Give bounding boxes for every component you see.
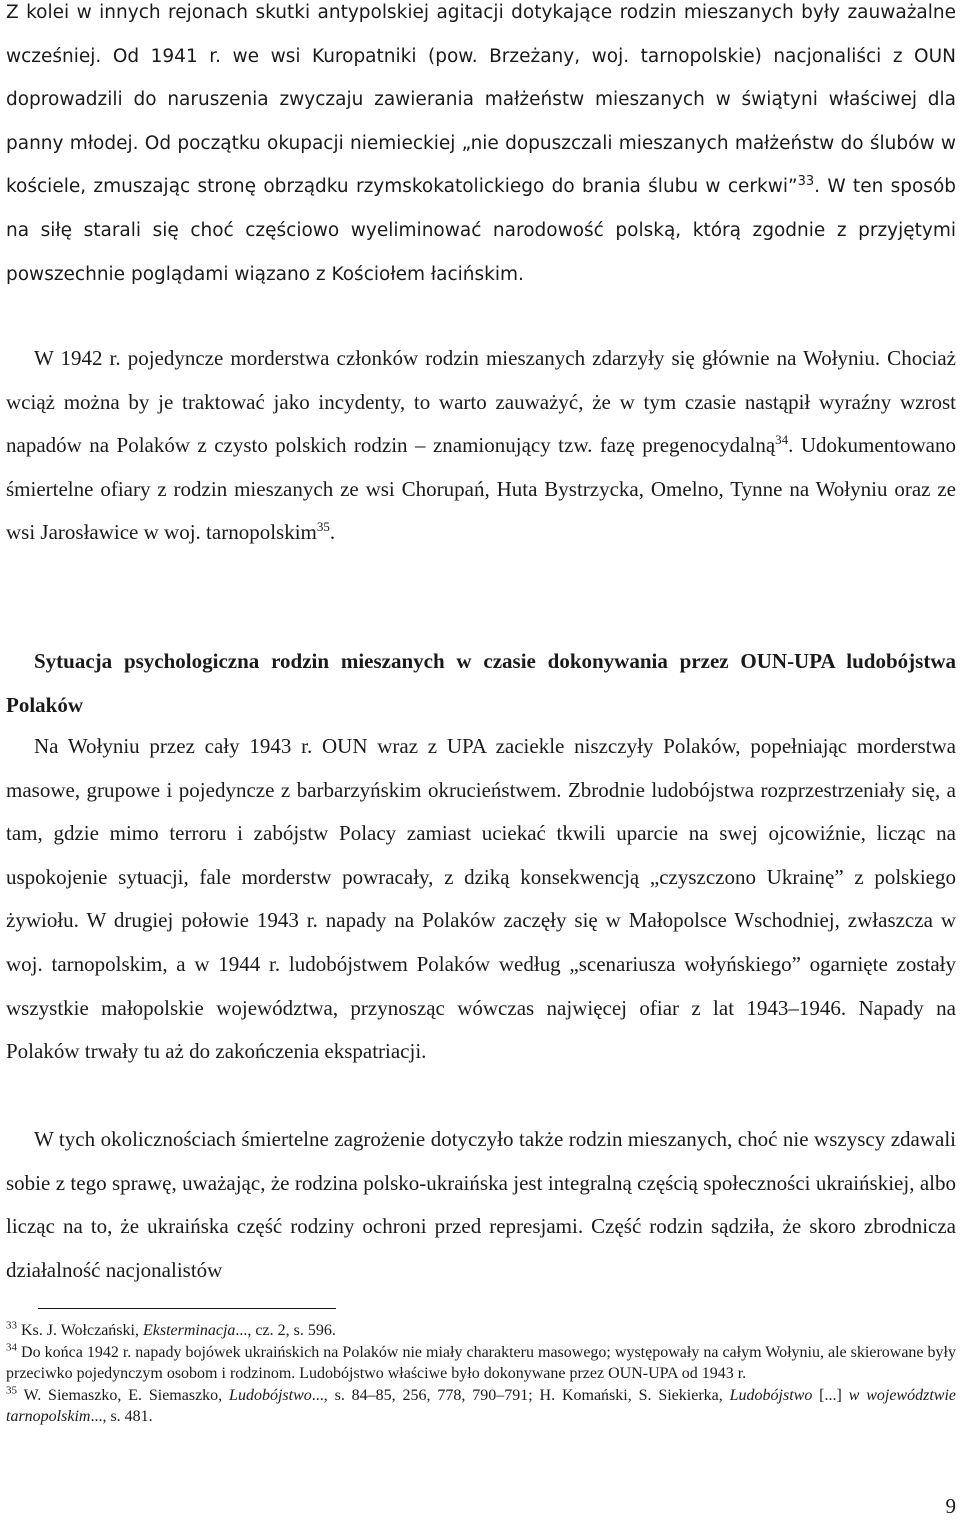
footnote-ref-33[interactable]: 33 [797,174,815,190]
paragraph-1-text-b: . W ten sposób na siłę starali się choć częściowo wyeliminować narodowość polską, którą zgodnie z przyjętymi powszechnie poglądami wiązano z Kościołem łacińskim. [6,176,957,285]
footnote-ref-34[interactable]: 34 [775,432,789,448]
footnote-separator [38,1308,336,1309]
paragraph-2-text-a: W 1942 r. pojedyncze morderstwa członków rodzin mieszanych zdarzyły się głównie na Wołyniu. Chociaż wciąż można by je traktować jako incydenty, to warto zauważyć, że w tym czasie nastąpił wyraźny wzrost napadów na Polaków z czysto polskich rodzin – znamionujący tzw. fazę pregenocydalną [6,346,956,458]
footnote-title: Ludobójstwo [729,1386,813,1404]
footnote-34 [6,1342,956,1385]
page-number: 9 [945,1494,956,1518]
footnote-title: Ludobójstwo [229,1386,312,1404]
footnote-number: 33 [6,1319,17,1332]
paragraph-1 [6,0,956,296]
footnote-number: 35 [6,1384,17,1397]
footnote-title: w województwie tarnopolskim [6,1386,956,1425]
section-heading: Sytuacja psychologiczna rodzin mieszanych w czasie dokonywania przez OUN-UPA ludobójstwa Polaków [6,649,956,717]
footnote-text: [...] [812,1386,849,1404]
footnotes [6,1320,956,1428]
footnote-35 [6,1385,956,1428]
paragraph-4: W tych okolicznościach śmiertelne zagrożenie dotyczyło także rodzin mieszanych, choć nie wszyscy zdawali sobie z tego sprawę, uważając, że rodzina polsko-ukraińska jest integralną częścią społeczności ukraińskiej, albo licząc na to, że ukraińska część rodziny ochroni przed represjami. Część rodzin sądziła, że skoro zbrodnicza działalność nacjonalistów [6,1127,956,1282]
paragraph-3: Na Wołyniu przez cały 1943 r. OUN wraz z UPA zaciekle niszczyły Polaków, popełniając morderstwa masowe, grupowe i pojedyncze z barbarzyńskim okrucieństwem. Zbrodnie ludobójstwa rozprzestrzeniały się, a tam, gdzie mimo terroru i zabójstw Polacy zamiast uciekać tkwili uparcie na swej ojcowiźnie, licząc na uspokojenie sytuacji, fale morderstw powracały, z dziką konsekwencją „czyszczono Ukrainę” z polskiego żywiołu. W drugiej połowie 1943 r. napady na Polaków zaczęły się w Małopolsce Wschodniej, zwłaszcza w woj. tarnopolskim, a w 1944 r. ludobójstwem Polaków według „scenariusza wołyńskiego” ogarnięte zostały wszystkie małopolskie województwa, przynosząc wówczas najwięcej ofiar z lat 1943–1946. Napady na Polaków trwały tu aż do zakończenia ekspatriacji. [6,734,956,1064]
paragraph-2 [6,337,956,555]
footnote-text: Ks. J. Wołczański, [17,1322,143,1339]
paragraph-2-text-c: . [329,520,336,545]
footnote-text: W. Siemaszko, E. Siemaszko, [17,1386,230,1404]
footnote-text: ..., s. 481. [90,1408,153,1425]
footnote-text: ..., s. 84–85, 256, 778, 790–791; H. Komański, S. Siekierka, [311,1386,730,1404]
footnote-number: 34 [6,1341,17,1354]
footnote-title: Eksterminacja [142,1322,236,1339]
footnote-ref-35[interactable]: 35 [316,519,330,535]
footnote-text: Do końca 1942 r. napady bojówek ukraińskich na Polaków nie miały charakteru masowego; występowały na całym Wołyniu, ale skierowane były przeciwko pojedynczym osobom i rodzinom. Ludobójstwo właściwe było dokonywane przez OUN-UPA od 1943 r. [6,1343,956,1382]
paragraph-1-text-a: Z kolei w innych rejonach skutki antypolskiej agitacji dotykające rodzin mieszanych były zauważalne wcześniej. Od 1941 r. we wsi Kuropatniki (pow. Brzeżany, woj. tarnopolskie) nacjonaliści z OUN doprowadzili do naruszenia zwyczaju zawierania małżeństw mieszanych w świątyni właściwej dla panny młodej. Od początku okupacji niemieckiej „nie dopuszczali mieszanych małżeństw do ślubów w kościele, zmuszając stronę obrządku rzymskokatolickiego do brania ślubu w cerkwi” [6,2,956,198]
paragraph-2-text-b: . Udokumentowano śmiertelne ofiary z rodzin mieszanych ze wsi Chorupań, Huta Bystrzycka, Omelno, Tynne na Wołyniu oraz ze wsi Jarosławice w woj. tarnopolskim [6,433,956,545]
footnote-text: ..., cz. 2, s. 596. [235,1322,336,1339]
footnote-33 [6,1320,956,1342]
